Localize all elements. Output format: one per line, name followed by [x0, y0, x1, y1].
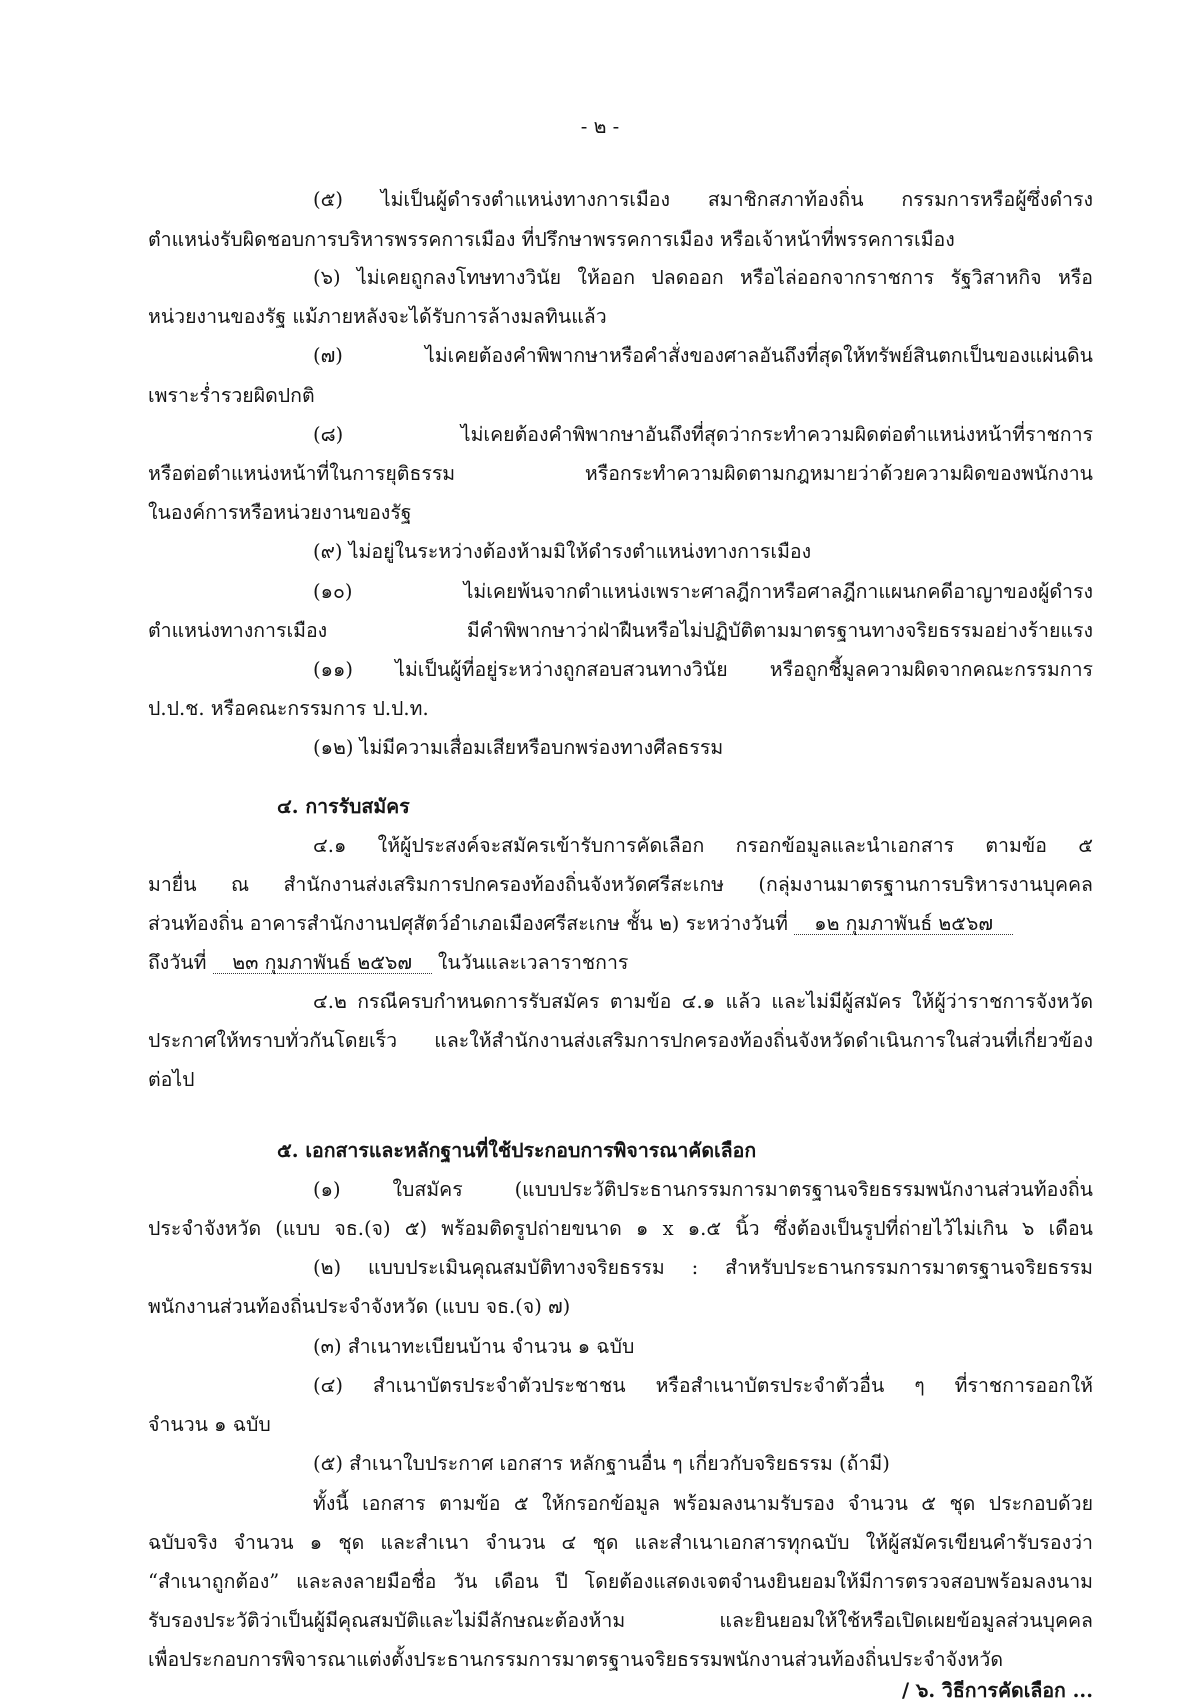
item-10-line-1: (๑๐) ไม่เคยพ้นจากตำแหน่งเพราะศาลฎีกาหรือศาลฎีกาแผนกคดีอาญาของผู้ดำรง [313, 580, 1093, 603]
section-4-1-line-3 [148, 914, 1013, 935]
section-4-2-line-3: ต่อไป [148, 1068, 195, 1091]
note-line-2: ฉบับจริง จำนวน ๑ ชุด และสำเนา จำนวน ๔ ชุด และสำเนาเอกสารทุกฉบับ ให้ผู้สมัครเขียนคำรับรองว่า [148, 1531, 1093, 1554]
note-line-1: ทั้งนี้ เอกสาร ตามข้อ ๕ ให้กรอกข้อมูล พร้อมลงนามรับรอง จำนวน ๕ ชุด ประกอบด้วย [313, 1492, 1093, 1515]
doc-item-2-line-1: (๒) แบบประเมินคุณสมบัติทางจริยธรรม : สำหรับประธานกรรมการมาตรฐานจริยธรรม [313, 1256, 1093, 1279]
note-line-5: เพื่อประกอบการพิจารณาแต่งตั้งประธานกรรมการมาตรฐานจริยธรรมพนักงานส่วนท้องถิ่นประจำจังหวัด [148, 1648, 1004, 1671]
item-11-line-1: (๑๑) ไม่เป็นผู้ที่อยู่ระหว่างถูกสอบสวนทางวินัย หรือถูกชี้มูลความผิดจากคณะกรรมการ [313, 658, 1093, 681]
item-7-line-2: เพราะร่ำรวยผิดปกติ [148, 384, 315, 407]
continuation-note: / ๖. วิธีการคัดเลือก ... [902, 1679, 1093, 1702]
item-5-line-1: (๕) ไม่เป็นผู้ดำรงตำแหน่งทางการเมือง สมาชิกสภาท้องถิ่น กรรมการหรือผู้ซึ่งดำรง [313, 188, 1093, 211]
item-9-line-1: (๙) ไม่อยู่ในระหว่างต้องห้ามมิให้ดำรงตำแหน่งทางการเมือง [313, 540, 812, 563]
doc-item-4-line-1: (๔) สำเนาบัตรประจำตัวประชาชน หรือสำเนาบัตรประจำตัวอื่น ๆ ที่ราชการออกให้ [313, 1374, 1093, 1397]
item-8-line-2: หรือต่อตำแหน่งหน้าที่ในการยุติธรรม หรือกระทำความผิดตามกฎหมายว่าด้วยความผิดของพนักงาน [148, 462, 1093, 485]
item-10-line-2: ตำแหน่งทางการเมือง มีคำพิพากษาว่าฝ่าฝืนหรือไม่ปฏิบัติตามมาตรฐานทางจริยธรรมอย่างร้ายแรง [148, 619, 1093, 642]
item-8-line-3: ในองค์การหรือหน่วยงานของรัฐ [148, 501, 412, 524]
section-4-1-line-3-text: ส่วนท้องถิ่น อาคารสำนักงานปศุสัตว์อำเภอเมืองศรีสะเกษ ชั้น ๒) ระหว่างวันที่ [148, 912, 788, 935]
note-line-3: “สำเนาถูกต้อง” และลงลายมือชื่อ วัน เดือน ปี โดยต้องแสดงเจตจำนงยินยอมให้มีการตรวจสอบพร้อมลงนาม [148, 1570, 1093, 1593]
doc-item-4-line-2: จำนวน ๑ ฉบับ [148, 1413, 271, 1436]
page-number: - ๒ - [580, 115, 620, 138]
doc-item-3-line-1: (๓) สำเนาทะเบียนบ้าน จำนวน ๑ ฉบับ [313, 1335, 635, 1358]
section-4-1-line-1: ๔.๑ ให้ผู้ประสงค์จะสมัครเข้ารับการคัดเลือก กรอกข้อมูลและนำเอกสาร ตามข้อ ๕ [313, 834, 1093, 857]
doc-item-5-line-1: (๕) สำเนาใบประกาศ เอกสาร หลักฐานอื่น ๆ เกี่ยวกับจริยธรรม (ถ้ามี) [313, 1452, 890, 1475]
section-4-2-line-1: ๔.๒ กรณีครบกำหนดการรับสมัคร ตามข้อ ๔.๑ แล้ว และไม่มีผู้สมัคร ให้ผู้ว่าราชการจังหวัด [313, 990, 1093, 1013]
item-6-line-2: หน่วยงานของรัฐ แม้ภายหลังจะได้รับการล้างมลทินแล้ว [148, 305, 607, 328]
section-4-2-line-2: ประกาศให้ทราบทั่วกันโดยเร็ว และให้สำนักงานส่งเสริมการปกครองท้องถิ่นจังหวัดดำเนินการในส่วนที่เกี่ยวข้อง [148, 1029, 1093, 1052]
section-5-heading: ๕. เอกสารและหลักฐานที่ใช้ประกอบการพิจารณาคัดเลือก [277, 1139, 757, 1162]
doc-item-1-line-2: ประจำจังหวัด (แบบ จธ.(จ) ๕) พร้อมติดรูปถ่ายขนาด ๑ x ๑.๕ นิ้ว ซึ่งต้องเป็นรูปที่ถ่ายไว้ไม่เกิน ๖ เดือน [148, 1217, 1093, 1240]
doc-item-2-line-2: พนักงานส่วนท้องถิ่นประจำจังหวัด (แบบ จธ.(จ) ๗) [148, 1295, 571, 1318]
item-12-line-1: (๑๒) ไม่มีความเสื่อมเสียหรือบกพร่องทางศีลธรรม [313, 736, 724, 759]
note-line-4: รับรองประวัติว่าเป็นผู้มีคุณสมบัติและไม่มีลักษณะต้องห้าม และยินยอมให้ใช้หรือเปิดเผยข้อมูลส่วนบุคคล [148, 1609, 1093, 1632]
start-date-field: ๑๒ กุมภาพันธ์ ๒๕๖๗ [794, 914, 1013, 935]
doc-item-1-line-1: (๑) ใบสมัคร (แบบประวัติประธานกรรมการมาตรฐานจริยธรรมพนักงานส่วนท้องถิ่น [313, 1178, 1093, 1201]
item-6-line-1: (๖) ไม่เคยถูกลงโทษทางวินัย ให้ออก ปลดออก หรือไล่ออกจากราชการ รัฐวิสาหกิจ หรือ [313, 266, 1093, 289]
section-4-1-line-2: มายื่น ณ สำนักงานส่งเสริมการปกครองท้องถิ่นจังหวัดศรีสะเกษ (กลุ่มงานมาตรฐานการบริหารงานบุคคล [148, 873, 1093, 896]
section-4-heading: ๔. การรับสมัคร [277, 795, 410, 818]
to-label: ถึงวันที่ [148, 951, 207, 974]
item-8-line-1: (๘) ไม่เคยต้องคำพิพากษาอันถึงที่สุดว่ากระทำความผิดต่อตำแหน่งหน้าที่ราชการ [313, 423, 1093, 446]
item-5-line-2: ตำแหน่งรับผิดชอบการบริหารพรรคการเมือง ที่ปรึกษาพรรคการเมือง หรือเจ้าหน้าที่พรรคการเมือง [148, 228, 955, 251]
item-11-line-2: ป.ป.ช. หรือคณะกรรมการ ป.ป.ท. [148, 697, 429, 720]
item-7-line-1: (๗) ไม่เคยต้องคำพิพากษาหรือคำสั่งของศาลอันถึงที่สุดให้ทรัพย์สินตกเป็นของแผ่นดิน [313, 344, 1093, 367]
section-4-1-line-4 [148, 953, 628, 974]
office-hours-text: ในวันและเวลาราชการ [437, 951, 629, 974]
end-date-field: ๒๓ กุมภาพันธ์ ๒๕๖๗ [213, 953, 432, 974]
